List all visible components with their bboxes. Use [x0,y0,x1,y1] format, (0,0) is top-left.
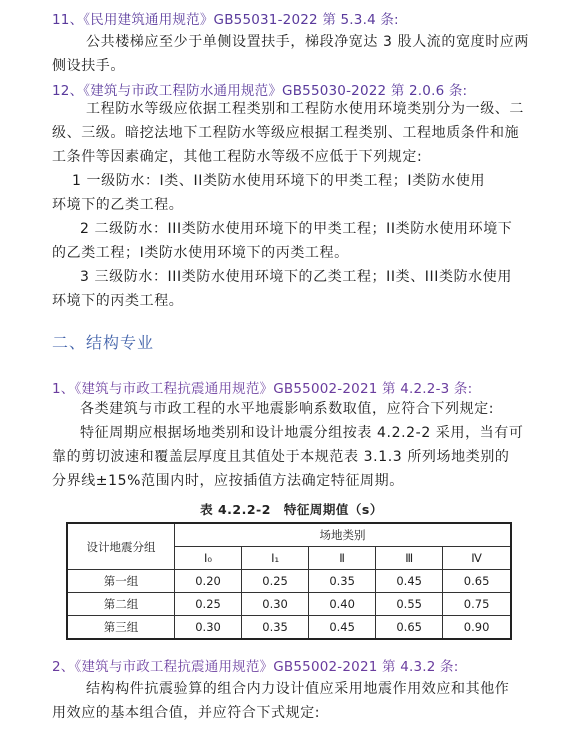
clause-heading-12: 12、《建筑与市政工程防水通用规范》GB55030-2022 第 2.0.6 条: [52,83,468,99]
table-cell: 0.30 [175,616,242,640]
clause-heading-11: 11、《民用建筑通用规范》GB55031-2022 第 5.3.4 条: [52,12,399,28]
clause-text-line: 结构构件抗震验算的组合内力设计值应采用地震作用效应和其他作 [86,681,510,697]
table-column-header: I₁ [242,547,309,570]
clause-text-line: 环境下的丙类工程。 [52,293,184,309]
table-cell: 0.45 [309,616,376,640]
clause-text-line: 特征周期应根据场地类别和设计地震分组按表 4.2.2-2 采用，当有可 [80,425,524,441]
table-column-header: Ⅳ [443,547,511,570]
table-header-site-class: 场地类别 [175,523,512,547]
clause-text-line: 环境下的乙类工程。 [52,197,184,213]
table-row-label: 第二组 [67,593,175,616]
table-column-header: Ⅱ [309,547,376,570]
table-row [67,616,511,640]
clause-text-line: 靠的剪切波速和覆盖层厚度且其值处于本规范表 3.1.3 所列场地类别的 [52,449,510,465]
clause-text-line: 工条件等因素确定，其他工程防水等级不应低于下列规定: [52,149,423,165]
clause-text-line: 用效应的基本组合值，并应符合下式规定: [52,705,321,721]
table-row [67,593,511,616]
table-column-header: I₀ [175,547,242,570]
clause-text-line: 3 三级防水：III类防水使用环境下的乙类工程；II类、III类防水使用 [80,269,512,285]
table-row-label: 第一组 [67,570,175,593]
table-cell: 0.35 [309,570,376,593]
characteristic-period-table [66,522,512,640]
clause-text-line: 的乙类工程；I类防水使用环境下的丙类工程。 [52,245,349,261]
clause-text-line: 工程防水等级应依据工程类别和工程防水使用环境类别分为一级、二 [86,101,524,117]
table-cell: 0.90 [443,616,511,640]
table-cell: 0.20 [175,570,242,593]
table-cell: 0.75 [443,593,511,616]
table-cell: 0.40 [309,593,376,616]
clause-text-line: 公共楼梯应至少于单侧设置扶手，梯段净宽达 3 股人流的宽度时应两 [86,34,530,50]
clause-text-line: 1 一级防水：I类、II类防水使用环境下的甲类工程；I类防水使用 [72,173,486,189]
clause-text-line: 2 二级防水：III类防水使用环境下的甲类工程；II类防水使用环境下 [80,221,513,237]
table-caption: 表 4.2.2-2 特征周期值（s） [200,502,383,517]
table-column-header: Ⅲ [376,547,443,570]
table-cell: 0.25 [242,570,309,593]
table-cell: 0.25 [175,593,242,616]
table-cell: 0.65 [376,616,443,640]
table-cell: 0.45 [376,570,443,593]
clause-text-line: 侧设扶手。 [52,58,125,74]
table-cell: 0.65 [443,570,511,593]
table-row-label: 第三组 [67,616,175,640]
table-row [67,570,511,593]
clause-text-line: 各类建筑与市政工程的水平地震影响系数取值，应符合下列规定: [80,401,495,417]
clause-text-line: 级、三级。暗挖法地下工程防水等级应根据工程类别、工程地质条件和施 [52,125,520,141]
clause-text-line: 分界线±15%范围内时，应按插值方法确定特征周期。 [52,473,404,489]
clause-heading-struct-2: 2、《建筑与市政工程抗震通用规范》GB55002-2021 第 4.3.2 条: [52,659,459,675]
clause-heading-struct-1: 1、《建筑与市政工程抗震通用规范》GB55002-2021 第 4.2.2-3 条: [52,381,473,397]
table-cell: 0.55 [376,593,443,616]
table-cell: 0.35 [242,616,309,640]
table-header-group: 设计地震分组 [67,523,175,570]
table-cell: 0.30 [242,593,309,616]
section-title: 二、结构专业 [52,333,155,352]
